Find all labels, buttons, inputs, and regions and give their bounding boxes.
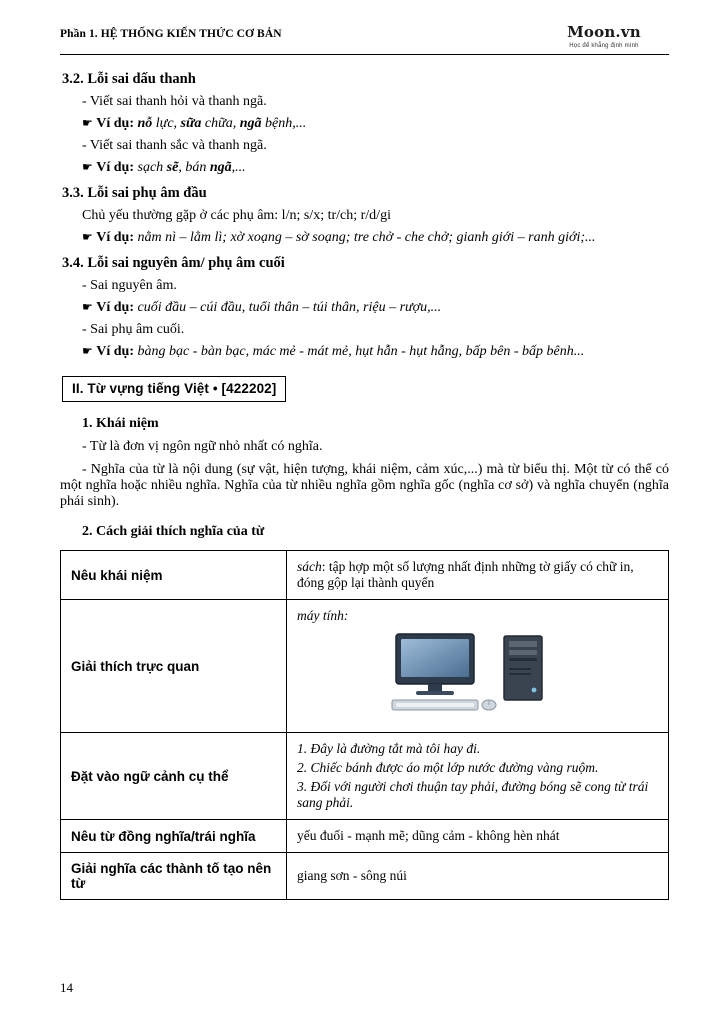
- text-3-4-line-2: - Sai phụ âm cuối.: [82, 322, 185, 337]
- section-heading-wrap: [60, 376, 669, 402]
- row-value-dong-nghia-trai-nghia: yếu đuối - mạnh mẽ; dũng cảm - không hèn nhát: [287, 820, 669, 853]
- example-text-5: , bán: [178, 160, 210, 175]
- context-example-1: 1. Đây là đường tắt mà tôi hay đi.: [297, 741, 481, 756]
- example-text-7: nằm nì – lằm lì; xờ xoạng – sờ soạng; tre chở - che chở; gianh giới – ranh giới;...: [137, 230, 596, 245]
- context-example-2: 2. Chiếc bánh được áo một lớp nước đường vàng ruộm.: [297, 760, 599, 775]
- row-label-dat-vao-ngu-canh: Đặt vào ngữ cảnh cụ thể: [61, 733, 287, 820]
- table-row: [61, 551, 669, 600]
- text-3-2-line-1: - Viết sai thanh hỏi và thanh ngã.: [82, 94, 267, 109]
- row-value-giai-thich-truc-quan: [287, 600, 669, 733]
- explanation-methods-table: [60, 550, 669, 900]
- example-3-2-1: [60, 116, 669, 132]
- pointing-hand-icon: ☛: [82, 160, 93, 174]
- table-row: [61, 820, 669, 853]
- example-term-5: ngã: [209, 160, 232, 175]
- example-term-4: sẽ: [166, 160, 179, 175]
- desktop-computer-illustration: [297, 628, 658, 724]
- table-row: [61, 853, 669, 900]
- heading-3-4: 3.4. Lỗi sai nguyên âm/ phụ âm cuối: [62, 255, 285, 271]
- computer-svg: [378, 630, 578, 716]
- site-logo: [539, 24, 669, 49]
- table-row: [61, 733, 669, 820]
- example-text-9: bàng bạc - bàn bạc, mác mẻ - mát mẻ, hụt hẫn - hụt hẫng, bấp bên - bấp bênh...: [137, 344, 585, 359]
- pointing-hand-icon: ☛: [82, 344, 93, 358]
- logo-brand-text: Moon.vn: [567, 23, 641, 41]
- text-3-2-line-2: - Viết sai thanh sắc và thanh ngã.: [82, 138, 267, 153]
- definition-sach: : tập hợp một số lượng nhất định những tờ giấy có chữ in, đóng gộp lại thành quyển: [297, 559, 634, 590]
- example-text-8: cuối đầu – cúi đầu, tuổi thân – túi thân, riệu – rượu,...: [137, 300, 442, 315]
- example-label: Ví dụ:: [96, 116, 134, 131]
- example-3-4-1: [60, 300, 669, 316]
- row-value-dat-vao-ngu-canh: [287, 733, 669, 820]
- header-section-title: Phần 1. HỆ THỐNG KIẾN THỨC CƠ BẢN: [60, 28, 282, 40]
- table-row: [61, 600, 669, 733]
- example-text-1: lực,: [152, 116, 181, 131]
- logo-tagline-text: Học để khẳng định mình: [569, 42, 639, 49]
- image-caption: máy tính:: [297, 608, 349, 623]
- row-label-thanh-to-tao-nen-tu: Giải nghĩa các thành tố tạo nên từ: [61, 853, 287, 900]
- example-text-2: chữa,: [201, 116, 240, 131]
- example-text-6: ,...: [231, 160, 246, 175]
- page-number: 14: [60, 980, 73, 995]
- paragraph-1: - Từ là đơn vị ngôn ngữ nhỏ nhất có nghĩa.: [82, 439, 323, 454]
- example-3-2-2: [60, 160, 669, 176]
- term-sach: sách: [297, 559, 322, 574]
- pointing-hand-icon: ☛: [82, 230, 93, 244]
- example-label: Ví dụ:: [96, 160, 134, 175]
- example-text-4: sạch: [137, 160, 167, 175]
- example-term-3: ngã: [239, 116, 262, 131]
- header-divider: [60, 54, 669, 55]
- subheading-1: 1. Khái niệm: [82, 416, 159, 431]
- example-3-4-2: [60, 344, 669, 360]
- row-label-neu-khai-niem: Nêu khái niệm: [61, 551, 287, 600]
- page-content: [60, 62, 669, 900]
- subheading-2: 2. Cách giải thích nghĩa của từ: [82, 524, 265, 539]
- text-3-4-line-1: - Sai nguyên âm.: [82, 278, 177, 293]
- example-term-1: nỗ: [137, 116, 153, 131]
- section-2-heading: II. Từ vựng tiếng Việt • [422202]: [62, 376, 286, 402]
- example-term-2: sữa: [180, 116, 202, 131]
- example-label: Ví dụ:: [96, 344, 134, 359]
- heading-3-3: 3.3. Lỗi sai phụ âm đầu: [62, 185, 207, 201]
- row-value-thanh-to-tao-nen-tu: giang sơn - sông núi: [287, 853, 669, 900]
- heading-3-2: 3.2. Lỗi sai dấu thanh: [62, 71, 196, 87]
- page-header: [60, 24, 669, 58]
- example-text-3: bệnh,...: [261, 116, 307, 131]
- row-value-neu-khai-niem: [287, 551, 669, 600]
- text-3-3-line-1: Chủ yếu thường gặp ở các phụ âm: l/n; s/x; tr/ch; r/d/gi: [82, 208, 391, 223]
- example-label: Ví dụ:: [96, 230, 134, 245]
- example-label: Ví dụ:: [96, 300, 134, 315]
- example-3-3: [60, 230, 669, 246]
- row-label-giai-thich-truc-quan: Giải thích trực quan: [61, 600, 287, 733]
- pointing-hand-icon: ☛: [82, 116, 93, 130]
- row-label-dong-nghia-trai-nghia: Nêu từ đồng nghĩa/trái nghĩa: [61, 820, 287, 853]
- pointing-hand-icon: ☛: [82, 300, 93, 314]
- context-example-3: 3. Đối với người chơi thuận tay phải, đường bóng sẽ cong từ trái sang phải.: [297, 779, 649, 810]
- paragraph-2: - Nghĩa của từ là nội dung (sự vật, hiện tượng, khái niệm, cảm xúc,...) mà từ biểu thị. Một từ có thể có một nghĩa hoặc nhiều nghĩa. Nghĩa của từ nhiều nghĩa gồm nghĩa gốc (nghĩa cơ sở) và nghĩa chuyển (nghĩa phái sinh).: [60, 462, 669, 509]
